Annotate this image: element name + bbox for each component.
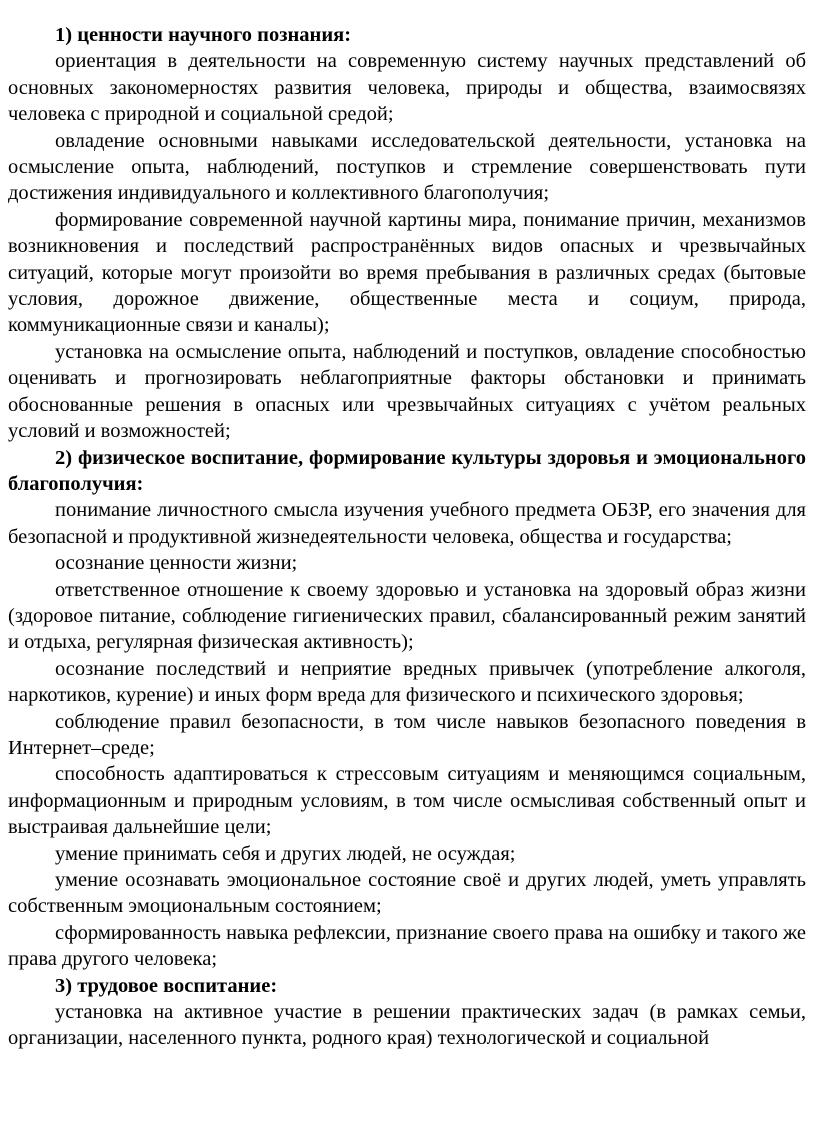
- list-item: установка на осмысление опыта, наблюдений и поступков, овладение способностью оценивать и прогнозировать неблагоприятные факторы обстановки и принимать обоснованные решения в опасных или чрезвычайных ситуациях с учётом реальных условий и возможностей;: [8, 340, 806, 443]
- list-item: сформированность навыка рефлексии, признание своего права на ошибку и такого же права другого человека;: [8, 921, 806, 971]
- list-item: соблюдение правил безопасности, в том числе навыков безопасного поведения в Интернет–среде;: [8, 710, 806, 759]
- list-item: умение осознавать эмоциональное состояние своё и других людей, уметь управлять собственным эмоциональным состоянием;: [8, 869, 806, 918]
- list-item: формирование современной научной картины мира, понимание причин, механизмов возникновения и последствий распространённых видов опасных и чрезвычайных ситуаций, которые могут произойти во время пребывания в различных средах (бытовые условия, дорожное движение, общественные места и социум, природа, коммуникационные связи и каналы);: [8, 208, 806, 337]
- section-heading-physical-education: 2) физическое воспитание, формирование культуры здоровья и эмоционального благополучия:: [8, 446, 806, 495]
- list-item: осознание последствий и неприятие вредных привычек (употребление алкоголя, наркотиков, курение) и иных форм вреда для физического и психического здоровья;: [8, 657, 806, 707]
- list-item: умение принимать себя и других людей, не осуждая;: [55, 842, 516, 865]
- list-item: установка на активное участие в решении практических задач (в рамках семьи, организации, населенного пункта, родного края) технологической и социальной: [8, 1001, 806, 1050]
- list-item: понимание личностного смысла изучения учебного предмета ОБЗР, его значения для безопасной и продуктивной жизнедеятельности человека, общества и государства;: [8, 499, 806, 548]
- list-item: ответственное отношение к своему здоровью и установка на здоровый образ жизни (здоровое питание, соблюдение гигиенических правил, сбалансированный режим занятий и отдыха, регулярная физическая активность);: [8, 578, 806, 654]
- list-item: способность адаптироваться к стрессовым ситуациям и меняющимся социальным, информационным и природным условиям, в том числе осмысливая собственный опыт и выстраивая дальнейшие цели;: [8, 763, 806, 839]
- section-heading-labor-education: 3) трудовое воспитание:: [55, 974, 278, 997]
- section-heading-cognition: 1) ценности научного познания:: [55, 24, 352, 46]
- list-item: осознание ценности жизни;: [55, 552, 298, 575]
- list-item: ориентация в деятельности на современную систему научных представлений об основных закономерностях развития человека, природы и общества, взаимосвязях человека с природной и социальной средой;: [8, 50, 806, 126]
- list-item: овладение основными навыками исследовательской деятельности, установка на осмысление опыта, наблюдений, поступков и стремление совершенствовать пути достижения индивидуального и коллективного благополучия;: [8, 129, 806, 205]
